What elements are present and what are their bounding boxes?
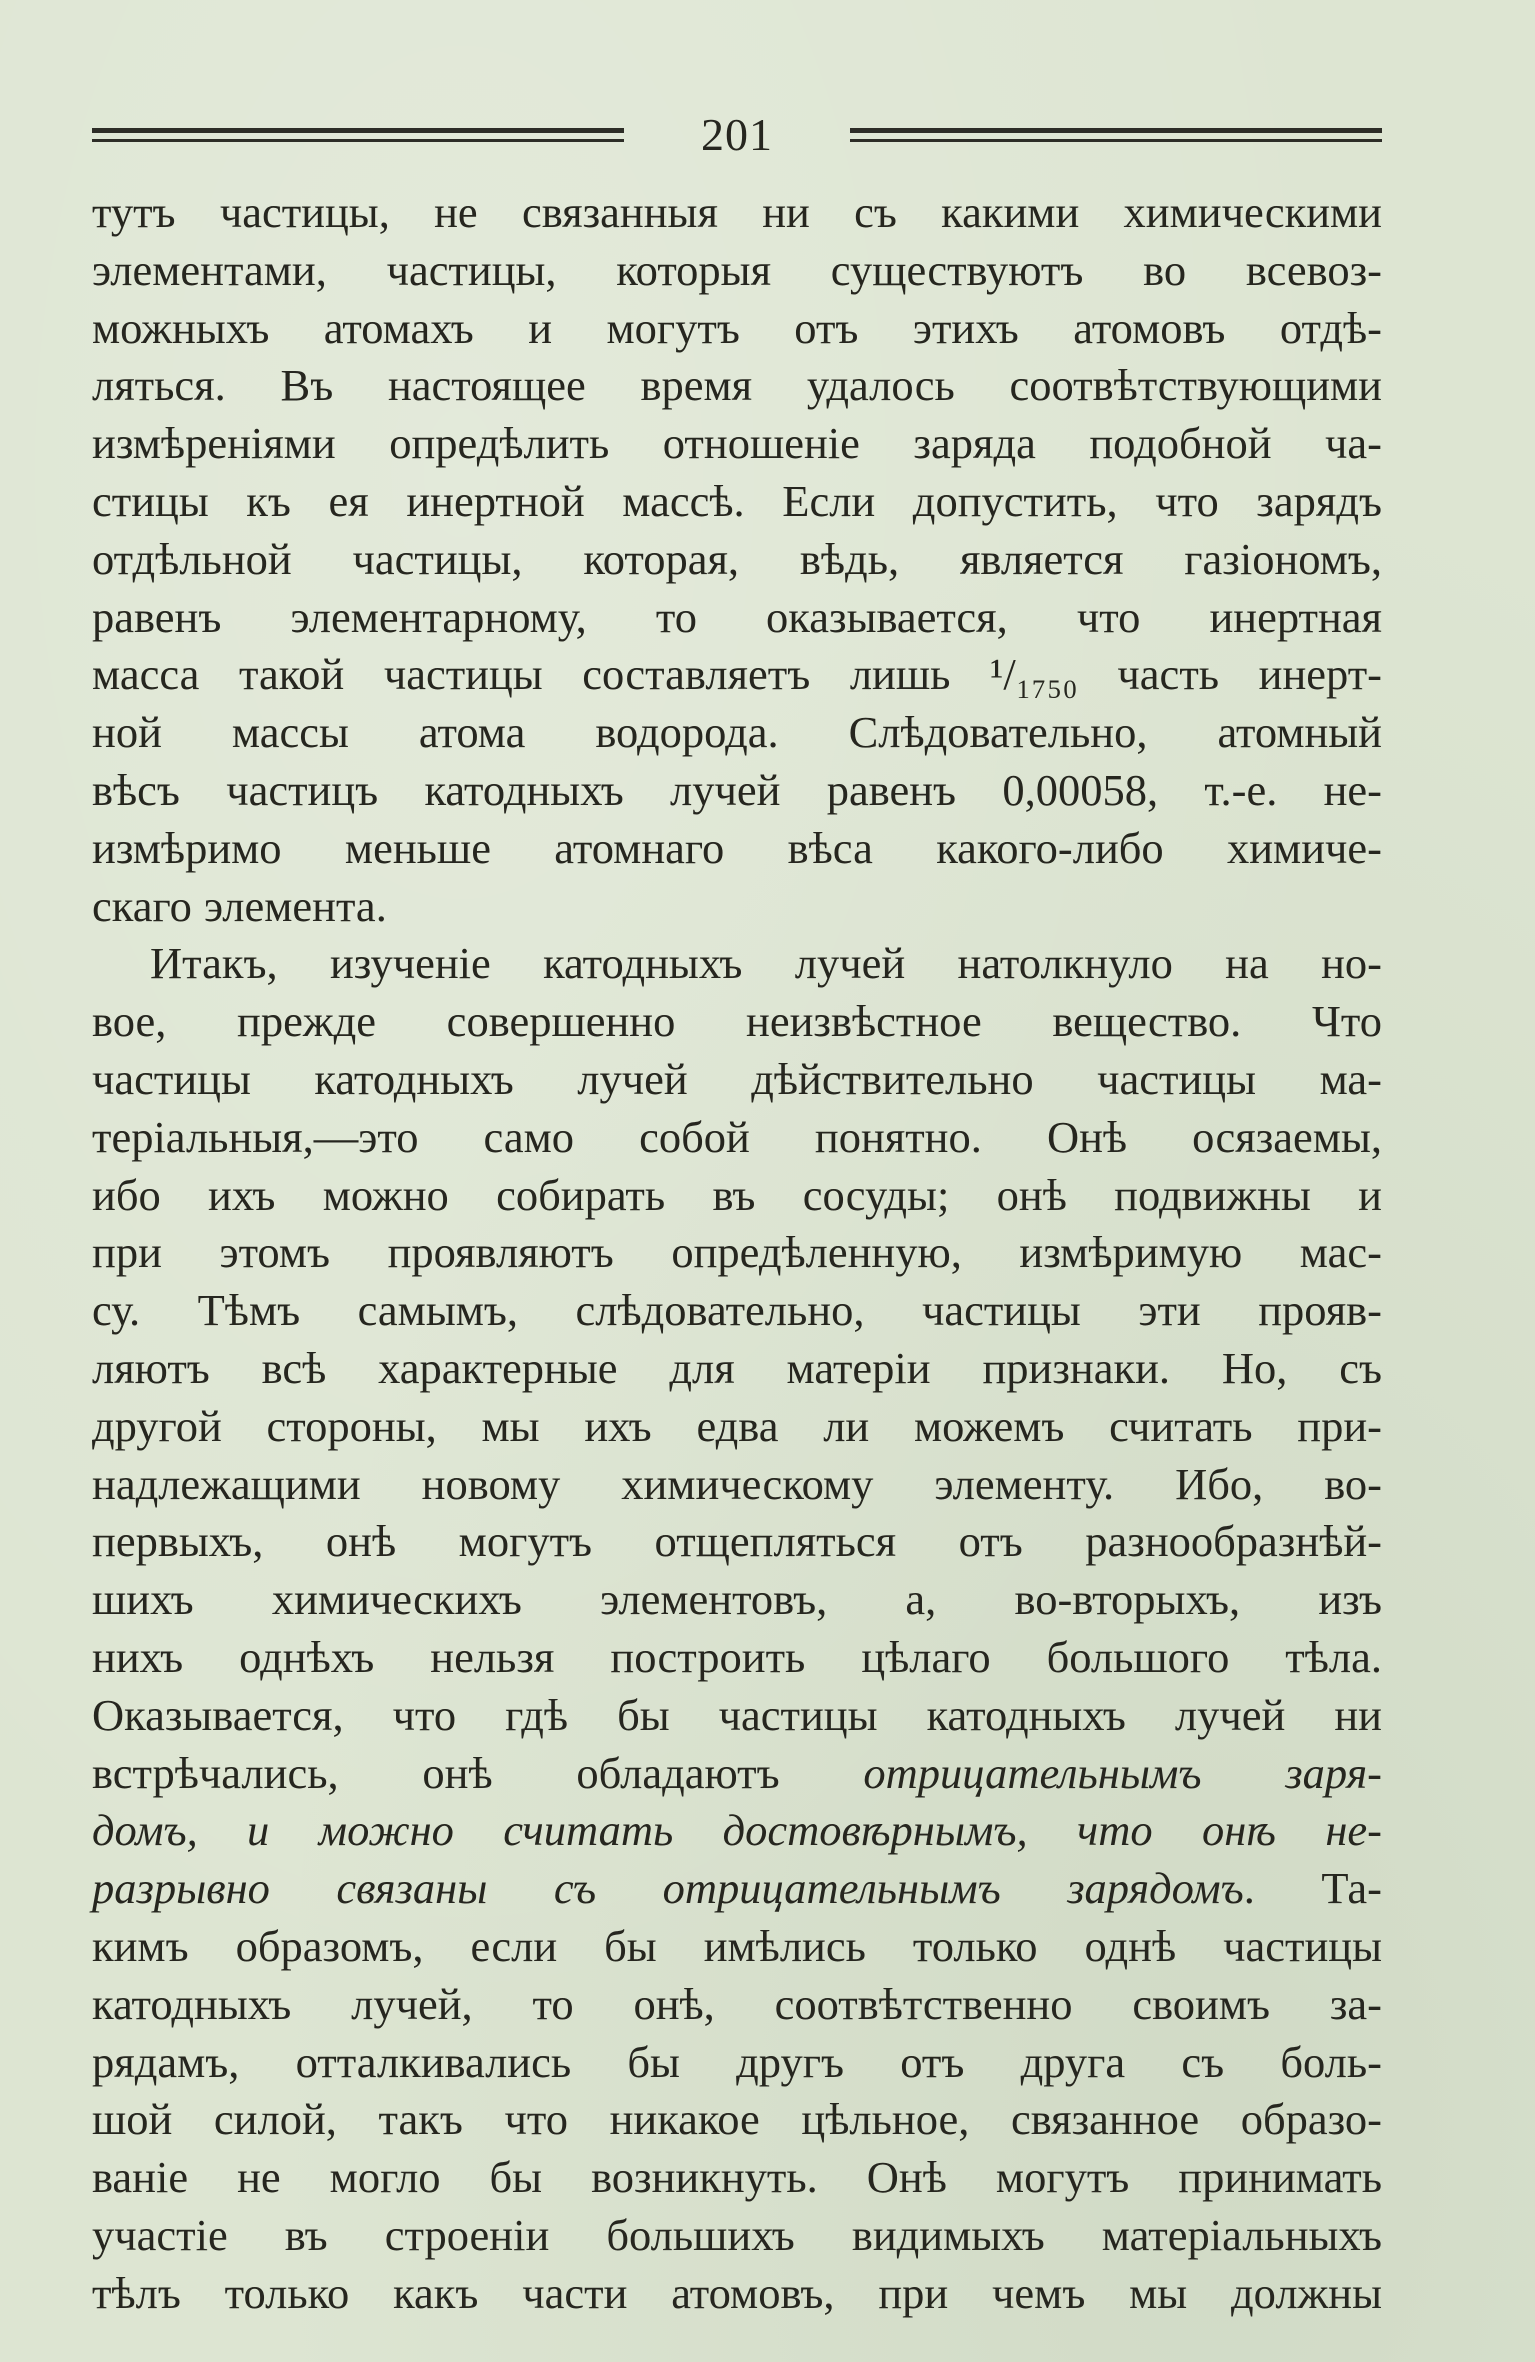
- text-line: можныхъ атомахъ и могутъ отъ этихъ атомовъ отдѣ-: [92, 302, 1382, 353]
- text-line: катодныхъ лучей, то онѣ, соотвѣтственно своимъ за-: [92, 1978, 1382, 2029]
- right-header-rule: [850, 128, 1382, 142]
- plain-text: встрѣчались, онѣ обладаютъ: [92, 1747, 864, 1798]
- italic-text: разрывно связаны съ отрицательнымъ зарядомъ: [92, 1863, 1244, 1914]
- text-line: кимъ образомъ, если бы имѣлись только однѣ частицы: [92, 1920, 1382, 1971]
- text-line: скаго элемента.: [92, 880, 387, 931]
- text-line: надлежащими новому химическому элементу. Ибо, во-: [92, 1458, 1382, 1509]
- paragraph-2: [92, 935, 1382, 2322]
- text-line: равенъ элементарному, то оказывается, что инертная: [92, 591, 1382, 642]
- text-line: шой силой, такъ что никакое цѣльное, связанное образо-: [92, 2094, 1382, 2145]
- text-line: элементами, частицы, которыя существуютъ во всевоз-: [92, 244, 1382, 295]
- plain-text: . Та-: [1243, 1863, 1382, 1914]
- italic-text: отрицательнымъ заря-: [863, 1747, 1383, 1798]
- text-line: при этомъ проявляютъ опредѣленную, измѣримую мас-: [92, 1227, 1382, 1278]
- text-line: ваніе не могло бы возникнуть. Онѣ могутъ принимать: [92, 2152, 1382, 2203]
- text-line: вое, прежде совершенно неизвѣстное вещество. Что: [92, 996, 1382, 1047]
- text-line: Оказывается, что гдѣ бы частицы катодныхъ лучей ни: [92, 1689, 1382, 1740]
- text-line-mixed: [92, 1860, 1382, 1918]
- text-line: рядамъ, отталкивались бы другъ отъ друга съ боль-: [92, 2036, 1382, 2087]
- text-line: ибо ихъ можно собирать въ сосуды; онѣ подвижны и: [92, 1169, 1382, 1220]
- text-line: ляютъ всѣ характерные для матеріи признаки. Но, съ: [92, 1342, 1382, 1393]
- text-line: вѣсъ частицъ катодныхъ лучей равенъ 0,00058, т.-е. не-: [92, 764, 1382, 815]
- left-header-rule: [92, 128, 624, 142]
- paragraph-1: [92, 184, 1382, 935]
- book-page: [92, 100, 1382, 2322]
- text-line: шихъ химическихъ элементовъ, а, во-вторыхъ, изъ: [92, 1574, 1382, 1625]
- text-line: измѣреніями опредѣлить отношеніе заряда подобной ча-: [92, 418, 1382, 469]
- text-line: ляться. Въ настоящее время удалось соотвѣтствующими: [92, 360, 1382, 411]
- text-line: первыхъ, онѣ могутъ отщепляться отъ разнообразнѣй-: [92, 1516, 1382, 1567]
- text-line: измѣримо меньше атомнаго вѣса какого-либо химиче-: [92, 822, 1382, 873]
- text-line: масса такой частицы составляетъ лишь ¹/₁₇₅₀ часть инерт-: [92, 649, 1382, 700]
- text-line: частицы катодныхъ лучей дѣйствительно частицы ма-: [92, 1053, 1382, 1104]
- text-line: другой стороны, мы ихъ едва ли можемъ считать при-: [92, 1400, 1382, 1451]
- page-header: [92, 100, 1382, 170]
- text-line: теріальныя,—это само собой понятно. Онѣ осязаемы,: [92, 1111, 1382, 1162]
- text-line: стицы къ ея инертной массѣ. Если допустить, что зарядъ: [92, 475, 1382, 526]
- text-line: су. Тѣмъ самымъ, слѣдовательно, частицы эти прояв-: [92, 1285, 1382, 1336]
- text-line: Итакъ, изученіе катодныхъ лучей натолкнуло на но-: [150, 938, 1382, 989]
- text-line-italic: домъ, и можно считать достовѣрнымъ, что онѣ не-: [92, 1805, 1382, 1856]
- body-text: [92, 184, 1382, 2322]
- text-line: ной массы атома водорода. Слѣдовательно, атомный: [92, 707, 1382, 758]
- text-line-mixed: [92, 1745, 1382, 1803]
- page-number: 201: [701, 109, 773, 160]
- text-line: тутъ частицы, не связанныя ни съ какими химическими: [92, 187, 1382, 237]
- text-line: участіе въ строеніи большихъ видимыхъ матеріальныхъ: [92, 2209, 1382, 2260]
- text-line: тѣлъ только какъ части атомовъ, при чемъ мы должны: [92, 2267, 1382, 2318]
- text-line: нихъ однѣхъ нельзя построить цѣлаго большого тѣла.: [92, 1631, 1382, 1682]
- text-line: отдѣльной частицы, которая, вѣдь, является газіономъ,: [92, 533, 1382, 584]
